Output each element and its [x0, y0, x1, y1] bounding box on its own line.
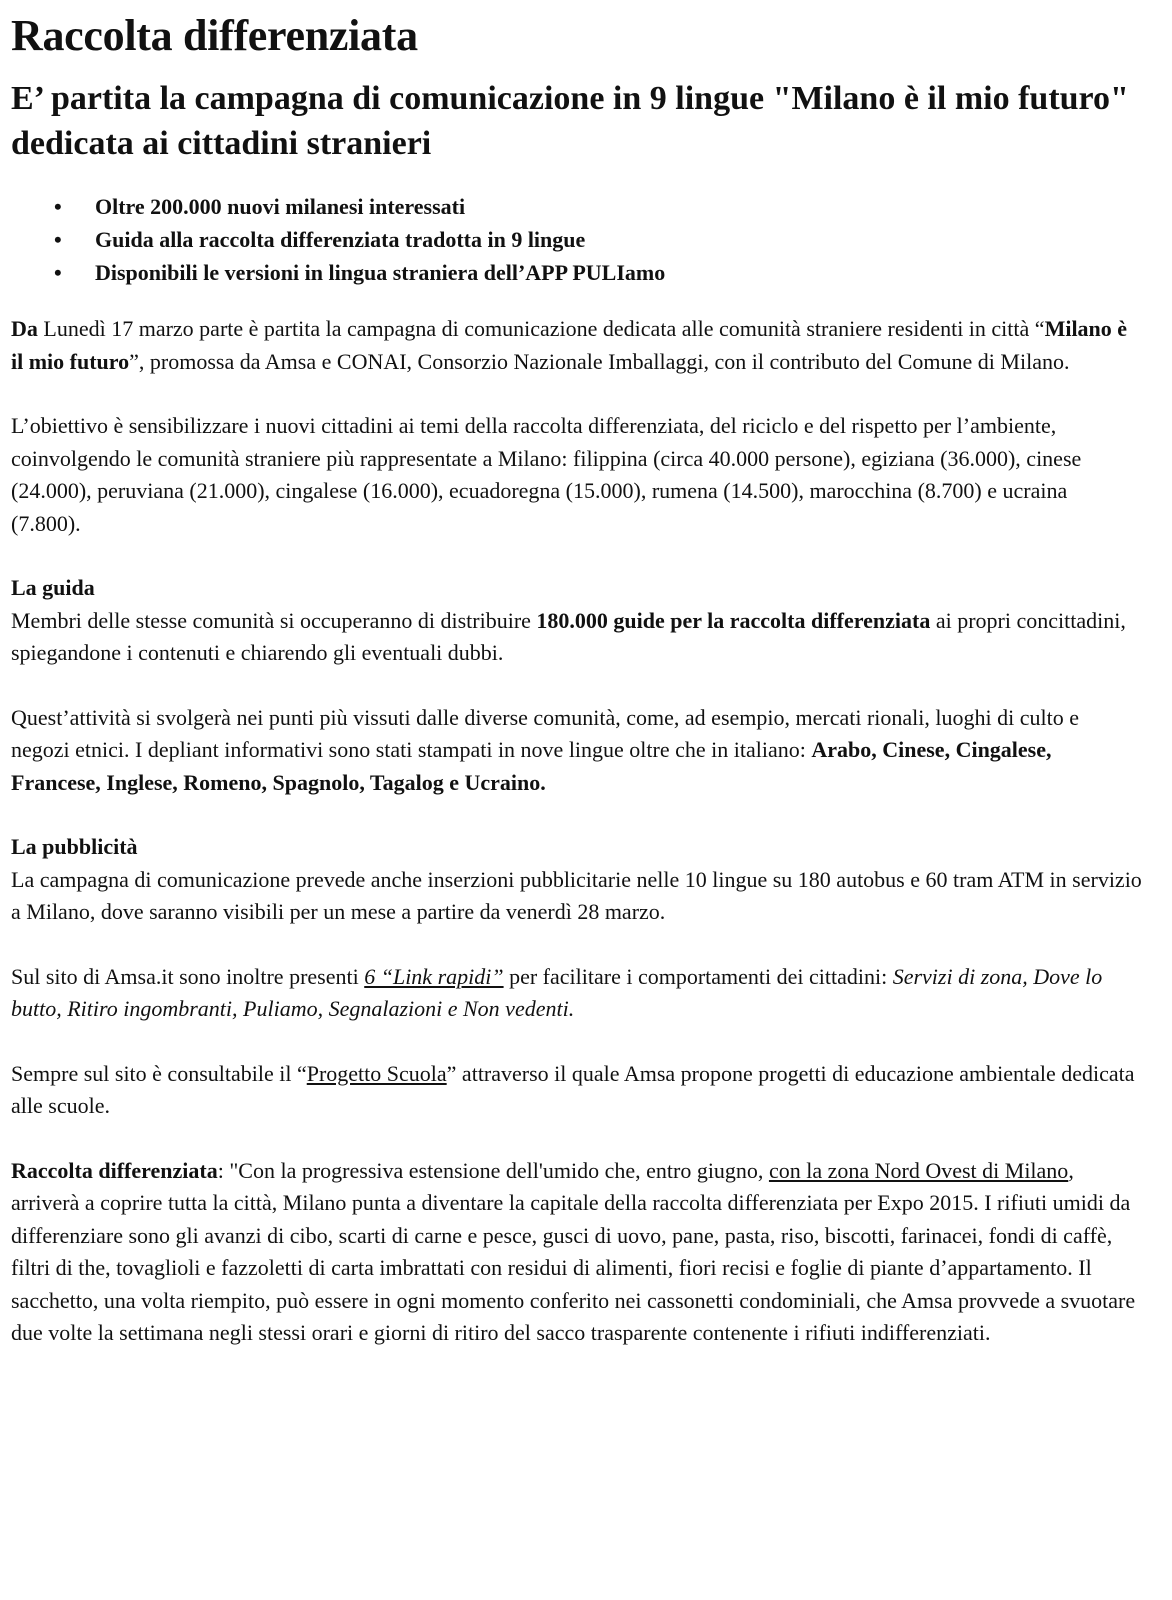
services-list: Servizi di zona, Dove lo butto, Ritiro ingombranti, Puliamo, Segnalazioni e Non vedenti.: [11, 963, 1103, 1021]
section-heading-guida: La guida: [11, 575, 95, 600]
highlights-list: [11, 190, 1142, 289]
objective-paragraph: L’obiettivo è sensibilizzare i nuovi cittadini ai temi della raccolta differenziata, del riciclo e del rispetto per l’ambiente, coinvolgendo le comunità straniere più rappresentate a Milano: filippina (circa 40.000 persone), egiziana (36.000), cinese (24.000), peruviana (21.000), cingalese (16.000), ecuadoregna (15.000), rumena (14.500), marocchina (8.700) e ucraina (7.800).: [11, 413, 1082, 536]
site-paragraph: Sul sito di Amsa.it sono inoltre presenti 6 “Link rapidi” per facilitare i comportamenti dei cittadini: Servizi di zona, Dove lo butto, Ritiro ingombranti, Puliamo, Segnalazioni e Non vedenti.: [11, 963, 1103, 1021]
zona-nord-ovest-link[interactable]: con la zona Nord Ovest di Milano: [768, 1157, 1069, 1183]
section-heading-pubblicita: La pubblicità: [11, 834, 138, 859]
bullet-icon: •: [54, 194, 62, 219]
activity-paragraph: Quest’attività si svolgerà nei punti più vissuti dalle diverse comunità, come, ad esempio, mercati rionali, luoghi di culto e negozi etnici. I depliant informativi sono stati stampati in nove lingue oltre che in italiano: Arabo, Cinese, Cingalese, Francese, Inglese, Romeno, Spagnolo, Tagalog e Ucraino.: [11, 704, 1079, 795]
campaign-name: Milano è il mio futuro: [11, 316, 1128, 374]
raccolta-paragraph: Raccolta differenziata: "Con la progressiva estensione dell'umido che, entro giugno, con la zona Nord Ovest di Milano, arriverà a coprire tutta la città, Milano punta a diventare la capitale della raccolta differenziata per Expo 2015. I rifiuti umidi da differenziare sono gli avanzi di cibo, scarti di carne e pesce, gusci di uovo, pane, pasta, riso, biscotti, farinacei, fondi di caffè, filtri di the, tovaglioli e fazzoletti di carta imbrattati con residui di alimenti, fiori recisi e foglie di piante d’appartamento. Il sacchetto, una volta riempito, può essere in ogni momento conferito nei cassonetti condominiali, che Amsa provvede a svuotare due volte la settimana negli stessi orari e giorni di ritiro del sacco trasparente contenente i rifiuti indifferenziati.: [11, 1157, 1136, 1345]
list-item: • Disponibili le versioni in lingua straniera dell’APP PULIamo: [95, 256, 1142, 289]
bullet-icon: •: [54, 227, 62, 252]
bullet-icon: •: [54, 260, 62, 285]
link-rapidi-link[interactable]: 6 “Link rapidi”: [364, 963, 504, 989]
guida-paragraph: Membri delle stesse comunità si occuperanno di distribuire 180.000 guide per la raccolta differenziata ai propri concittadini, spiegandone i contenuti e chiarendo gli eventuali dubbi.: [11, 607, 1126, 665]
list-item: • Guida alla raccolta differenziata tradotta in 9 lingue: [95, 223, 1142, 256]
school-paragraph: Sempre sul sito è consultabile il “Progetto Scuola” attraverso il quale Amsa propone progetti di educazione ambientale dedicata alle scuole.: [11, 1060, 1135, 1118]
languages-list: Arabo, Cinese, Cingalese, Francese, Inglese, Romeno, Spagnolo, Tagalog e Ucraino.: [11, 737, 1052, 795]
progetto-scuola-link[interactable]: Progetto Scuola: [306, 1060, 447, 1086]
article-subtitle: E’ partita la campagna di comunicazione in 9 lingue "Milano è il mio futuro" dedicata ai cittadini stranieri: [11, 80, 1129, 162]
list-item: • Oltre 200.000 nuovi milanesi interessati: [95, 190, 1142, 223]
intro-paragraph: Da Lunedì 17 marzo parte è partita la campagna di comunicazione dedicata alle comunità straniere residenti in città “Milano è il mio futuro”, promossa da Amsa e CONAI, Consorzio Nazionale Imballaggi, con il contributo del Comune di Milano.: [11, 316, 1128, 374]
pubblicita-paragraph: La campagna di comunicazione prevede anche inserzioni pubblicitarie nelle 10 lingue su 180 autobus e 60 tram ATM in servizio a Milano, dove saranno visibili per un mese a partire da venerdì 28 marzo.: [11, 866, 1142, 924]
article-title: Raccolta differenziata: [11, 11, 418, 60]
